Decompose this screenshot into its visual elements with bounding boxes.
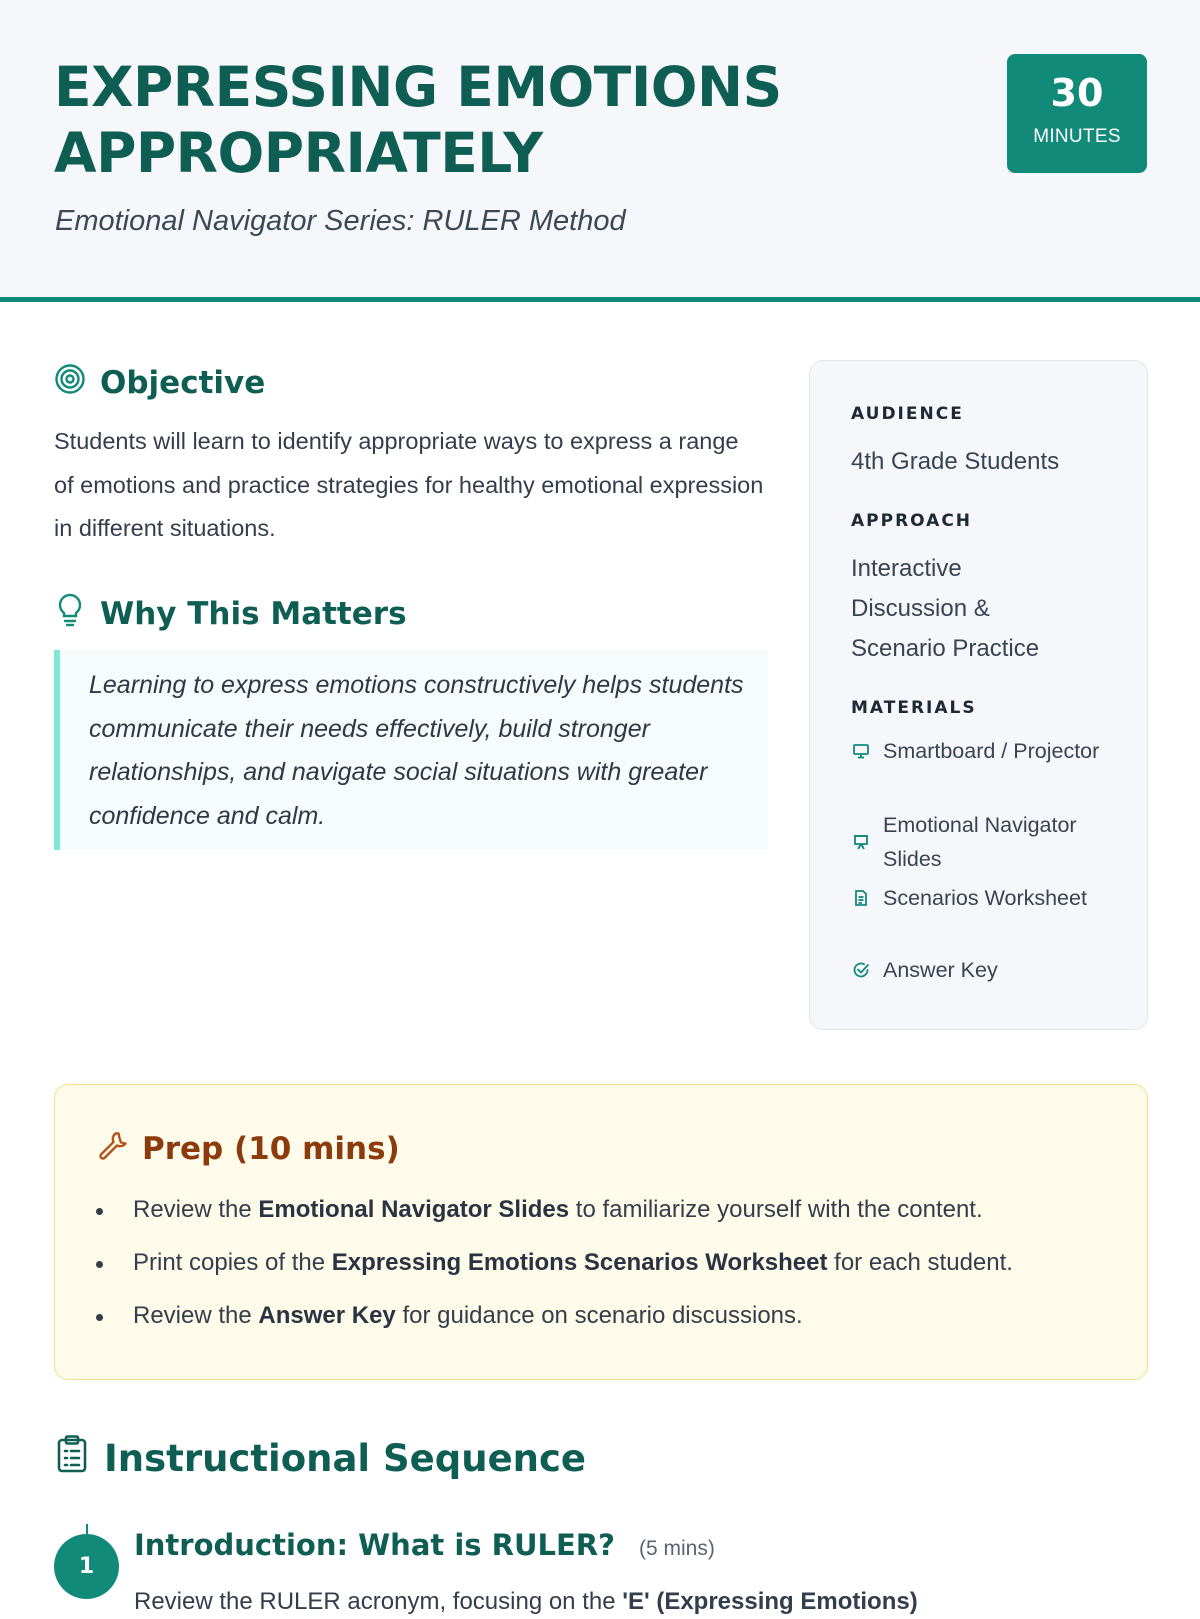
step-number: 1 [54, 1534, 119, 1599]
duration-badge [1007, 54, 1147, 173]
why-heading-text: Why This Matters [100, 596, 407, 632]
list-item: Review the Answer Key for guidance on scenario discussions. [96, 1299, 1013, 1333]
material-item [851, 808, 1121, 876]
wrench-icon [96, 1129, 128, 1169]
why-heading [54, 593, 407, 635]
audience-value: 4th Grade Students [851, 448, 1060, 475]
lightbulb-icon [54, 593, 86, 635]
approach-value: Interactive Discussion & Scenario Practice [851, 555, 1040, 662]
material-label: Answer Key [883, 958, 998, 982]
list-item: Review the Emotional Navigator Slides to familiarize yourself with the content. [96, 1193, 1013, 1227]
list-item: Print copies of the Expressing Emotions Scenarios Worksheet for each student. [96, 1246, 1013, 1280]
materials-label: MATERIALS [851, 698, 977, 718]
objective-heading [54, 363, 265, 403]
presentation-icon [851, 832, 871, 852]
page-subtitle: Emotional Navigator Series: RULER Method [55, 205, 626, 237]
clipboard-icon [54, 1434, 90, 1483]
page-title: EXPRESSING EMOTIONS APPROPRIATELY [54, 55, 782, 185]
material-item [851, 734, 1121, 768]
step-description: Review the RULER acronym, focusing on the 'E' (Expressing Emotions) [134, 1588, 918, 1615]
target-icon [54, 363, 86, 403]
material-item [851, 953, 1121, 987]
material-label: Smartboard / Projector [883, 739, 1100, 763]
sequence-heading-text: Instructional Sequence [104, 1437, 587, 1480]
objective-text: Students will learn to identify appropriate ways to express a range of emotions and practice strategies for healthy emotional expression in different situations. [54, 428, 764, 541]
step-time: (5 mins) [638, 1537, 715, 1560]
objective-heading-text: Objective [100, 365, 266, 401]
prep-list [96, 1193, 1013, 1352]
material-label: Scenarios Worksheet [883, 886, 1087, 910]
document-icon [851, 888, 871, 908]
sequence-heading [54, 1434, 586, 1483]
duration-value: 30 [1050, 71, 1104, 115]
approach-label: APPROACH [851, 511, 973, 531]
lesson-header [0, 0, 1200, 302]
prep-heading-text: Prep (10 mins) [142, 1131, 400, 1167]
material-item [851, 881, 1121, 915]
why-quote: Learning to express emotions constructively helps students communicate their needs effectively, build stronger relationships, and navigate social situations with greater confidence and calm. [54, 650, 768, 850]
monitor-icon [851, 741, 871, 761]
material-label: Emotional Navigator Slides [883, 813, 1077, 871]
step-title [134, 1528, 715, 1562]
lesson-details-card [809, 360, 1148, 1030]
prep-section [54, 1084, 1148, 1380]
duration-unit: MINUTES [1033, 126, 1121, 147]
check-circle-icon [851, 960, 871, 980]
prep-heading [96, 1129, 400, 1169]
audience-label: AUDIENCE [851, 404, 964, 424]
step-title-text: Introduction: What is RULER? [134, 1528, 615, 1562]
